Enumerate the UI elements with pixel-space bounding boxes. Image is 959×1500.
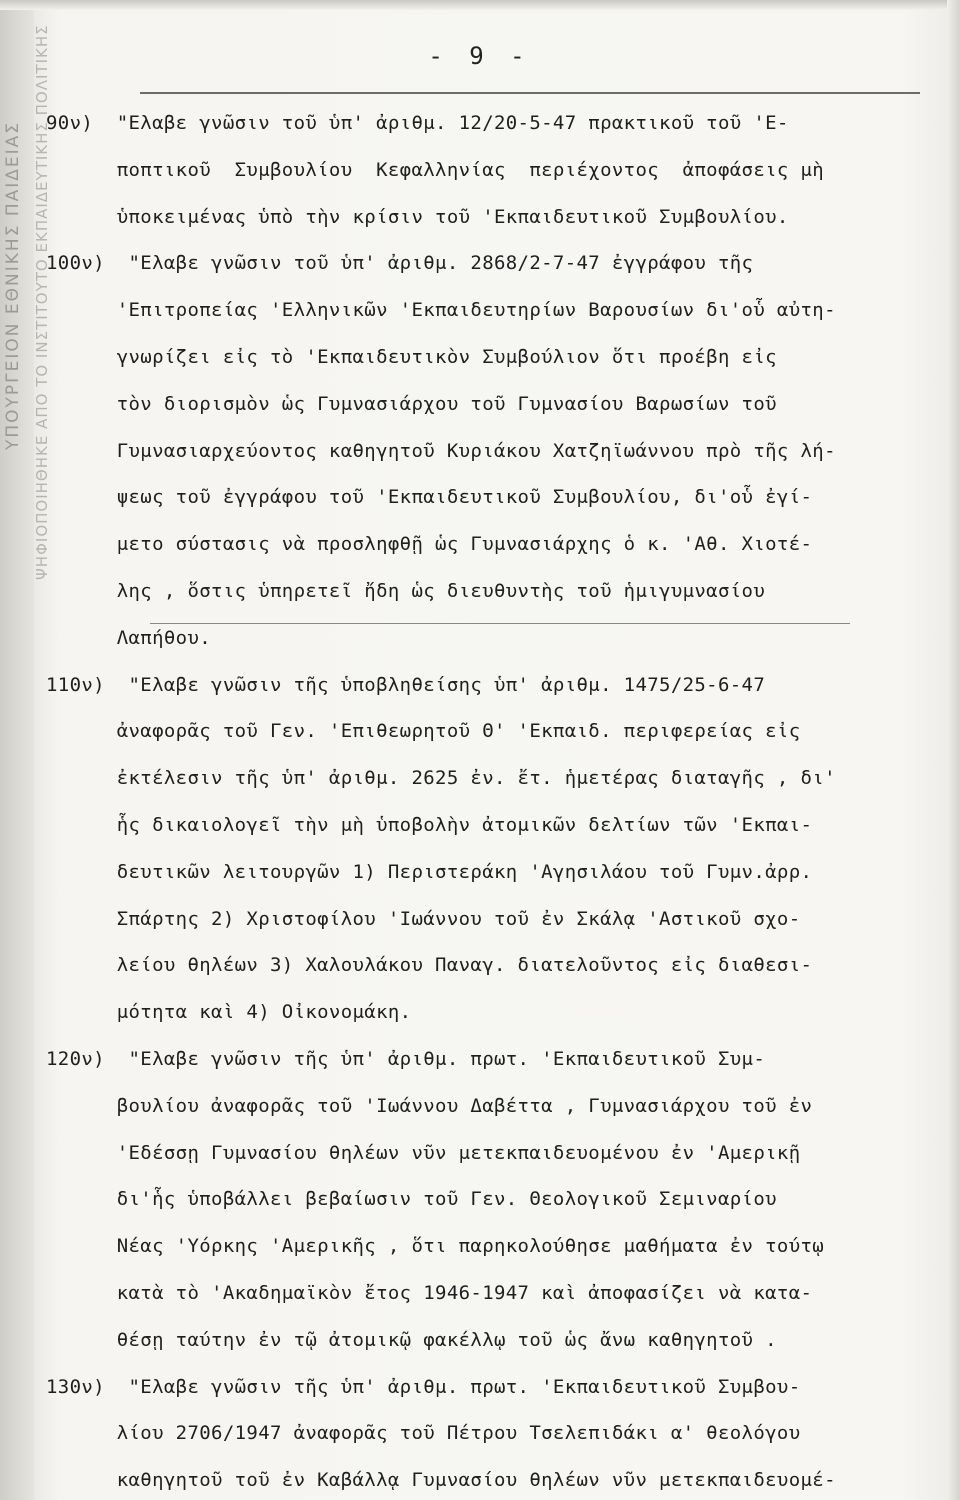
header-rule — [140, 92, 920, 94]
text-line: λίου 2706/1947 ἀναφορᾶς τοῦ Πέτρου Τσελεπιδάκι α' θεολόγου — [46, 1422, 801, 1444]
text-line: ὑποκειμένας ὑπὸ τὴν κρίσιν τοῦ 'Εκπαιδευτικοῦ Συμβουλίου. — [46, 206, 789, 228]
text-line: Σπάρτης 2) Χριστοφίλου 'Ιωάννου τοῦ ἐν Σκάλᾳ 'Αστικοῦ σχο- — [46, 908, 801, 930]
text-line: λείου θηλέων 3) Χαλουλάκου Παναγ. διατελοῦντος εἰς διαθεσι- — [46, 954, 813, 976]
text-line: λης , ὅστις ὑπηρετεῖ ἤδη ὡς διευθυντὴς τοῦ ἡμιγυμνασίου — [46, 580, 766, 602]
paragraph-separator — [150, 623, 850, 624]
text-line: ἀναφορᾶς τοῦ Γεν. 'Επιθεωρητοῦ Θ' 'Εκπαιδ. περιφερείας εἰς — [46, 720, 801, 742]
page-number: - 9 - — [428, 42, 531, 70]
text-line: μότητα καὶ 4) Οἰκονομάκη. — [46, 1001, 412, 1023]
archive-stamp-secondary: ΨΗΦΙΟΠΟΙΗΘΗΚΕ ΑΠΟ ΤΟ ΙΝΣΤΙΤΟΥΤΟ ΕΚΠΑΙΔΕΥΤΙΚΗΣ ΠΟΛΙΤΙΚΗΣ — [33, 24, 51, 580]
text-line: θέσῃ ταύτην ἐν τῷ ἀτομικῷ φακέλλῳ τοῦ ὡς ἄνω καθηγητοῦ . — [46, 1329, 777, 1351]
text-line: γνωρίζει εἰς τὸ 'Εκπαιδευτικὸν Συμβούλιον ὅτι προέβη εἰς — [46, 346, 777, 368]
text-line: δευτικῶν λειτουργῶν 1) Περιστεράκη 'Αγησιλάου τοῦ Γυμν.ἀρρ. — [46, 861, 813, 883]
text-line: μετο σύστασις νὰ προσληφθῇ ὡς Γυμνασιάρχης ὁ κ. 'Αθ. Χιοτέ- — [46, 533, 813, 555]
text-line: 130ν) "Ελαβε γνῶσιν τῆς ὑπ' ἀριθμ. πρωτ. 'Εκπαιδευτικοῦ Συμβου- — [46, 1376, 801, 1398]
text-line: καθηγητοῦ τοῦ ἐν Καβάλλᾳ Γυμνασίου θηλέων νῦν μετεκπαιδευομέ- — [46, 1469, 836, 1491]
text-line: 110ν) "Ελαβε γνῶσιν τῆς ὑποβληθείσης ὑπ' ἀριθμ. 1475/25-6-47 — [46, 674, 766, 696]
text-line: ἧς δικαιολογεῖ τὴν μὴ ὑποβολὴν ἀτομικῶν δελτίων τῶν 'Εκπαι- — [46, 814, 813, 836]
text-line: 120ν) "Ελαβε γνῶσιν τῆς ὑπ' ἀριθμ. πρωτ. 'Εκπαιδευτικοῦ Συμ- — [46, 1048, 766, 1070]
text-line: τὸν διορισμὸν ὡς Γυμνασιάρχου τοῦ Γυμνασίου Βαρωσίων τοῦ — [46, 393, 777, 415]
text-line: Νέας 'Υόρκης 'Αμερικῆς , ὅτι παρηκολούθησε μαθήματα ἐν τούτῳ — [46, 1235, 825, 1257]
right-edge — [947, 0, 959, 1500]
text-line: κατὰ τὸ 'Ακαδημαϊκὸν ἔτος 1946-1947 καὶ ἀποφασίζει νὰ κατα- — [46, 1282, 813, 1304]
text-line: δι'ἧς ὑποβάλλει βεβαίωσιν τοῦ Γεν. Θεολογικοῦ Σεμιναρίου — [46, 1188, 777, 1210]
text-line: 90ν) "Ελαβε γνῶσιν τοῦ ὑπ' ἀριθμ. 12/20-5-47 πρακτικοῦ τοῦ 'Ε- — [46, 112, 789, 134]
text-line: 'Εδέσσῃ Γυμνασίου θηλέων νῦν μετεκπαιδευομένου ἐν 'Αμερικῇ — [46, 1142, 801, 1164]
text-line: ψεως τοῦ ἐγγράφου τοῦ 'Εκπαιδευτικοῦ Συμβουλίου, δι'οὗ ἐγί- — [46, 486, 813, 508]
text-line: Λαπήθου. — [46, 627, 212, 649]
top-edge — [0, 0, 959, 10]
archive-stamp: ΥΠΟΥΡΓΕΙΟΝ ΕΘΝΙΚΗΣ ΠΑΙΔΕΙΑΣ — [3, 120, 23, 450]
text-line: 'Επιτροπείας 'Ελληνικῶν 'Εκπαιδευτηρίων Βαρουσίων δι'οὗ αὐτη- — [46, 299, 836, 321]
text-line: 100ν) "Ελαβε γνῶσιν τοῦ ὑπ' ἀριθμ. 2868/2-7-47 ἐγγράφου τῆς — [46, 252, 754, 274]
text-line: βουλίου ἀναφορᾶς τοῦ 'Ιωάννου Δαβέττα , Γυμνασιάρχου τοῦ ἐν — [46, 1095, 813, 1117]
text-line: ἐκτέλεσιν τῆς ὑπ' ἀριθμ. 2625 ἐν. ἔτ. ἡμετέρας διαταγῆς , δι' — [46, 767, 836, 789]
text-line: Γυμνασιαρχεύοντος καθηγητοῦ Κυριάκου Χατζηϊωάννου πρὸ τῆς λή- — [46, 440, 836, 462]
text-line: ποπτικοῦ Συμβουλίου Κεφαλληνίας περιέχοντος ἀποφάσεις μὴ — [46, 159, 825, 181]
